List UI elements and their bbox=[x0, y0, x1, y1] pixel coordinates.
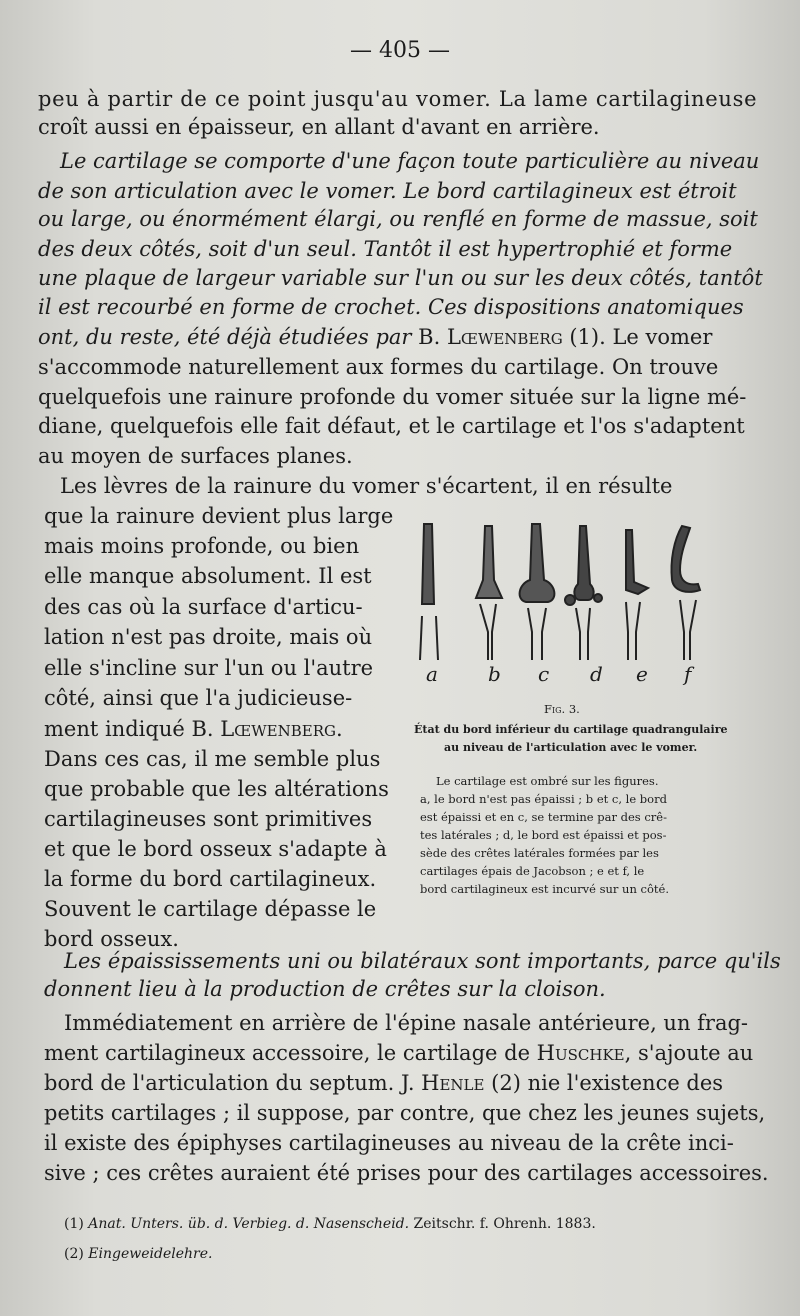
text-line: lation n'est pas droite, mais où bbox=[44, 625, 373, 649]
italic-line: des deux côtés, soit d'un seul. Tantôt il est hypertrophié et forme bbox=[38, 237, 733, 261]
figure-caption-line: bord cartilagineux est incurvé sur un côté. bbox=[420, 882, 669, 896]
figure-f-drawing bbox=[671, 526, 700, 660]
text-line: s'accommode naturellement aux formes du cartilage. On trouve bbox=[38, 355, 719, 379]
text-line: Les lèvres de la rainure du vomer s'écartent, il en résulte bbox=[60, 474, 673, 498]
figure-e-drawing bbox=[626, 530, 648, 660]
author-name: Huschke bbox=[536, 1041, 625, 1065]
text-fragment: , s'ajoute au bbox=[624, 1041, 754, 1065]
text-line: elle manque absolument. Il est bbox=[44, 564, 372, 588]
italic-fragment: ont, du reste, été déjà étudiées par bbox=[38, 325, 412, 349]
italic-line: ou large, ou énormément élargi, ou renflé en forme de massue, soit bbox=[38, 207, 758, 231]
figure-label-a: a bbox=[426, 662, 438, 686]
footnote-1 bbox=[64, 1216, 596, 1232]
text-line: petits cartilages ; il suppose, par contre, que chez les jeunes sujets, bbox=[44, 1101, 766, 1125]
italic-line: Le cartilage se comporte d'une façon toute particulière au niveau bbox=[60, 149, 760, 173]
text-line: des cas où la surface d'articu- bbox=[44, 595, 363, 619]
text-line: Immédiatement en arrière de l'épine nasale antérieure, un frag- bbox=[64, 1011, 749, 1035]
italic-line: donnent lieu à la production de crêtes sur la cloison. bbox=[44, 977, 606, 1001]
text-line: croît aussi en épaisseur, en allant d'avant en arrière. bbox=[38, 115, 600, 139]
cartilage-figure bbox=[408, 520, 718, 670]
figure-a-drawing bbox=[420, 524, 438, 660]
figure-label-d: d bbox=[590, 662, 603, 686]
text-fragment: bord de l'articulation du septum. J. bbox=[44, 1071, 422, 1095]
text-line: et que le bord osseux s'adapte à bbox=[44, 837, 387, 861]
figure-label-e: e bbox=[636, 662, 648, 686]
text-fragment: ment cartilagineux accessoire, le cartilage de bbox=[44, 1041, 537, 1065]
footnote-2 bbox=[64, 1246, 212, 1262]
text-line: que probable que les altérations bbox=[44, 777, 389, 801]
text-line: il existe des épiphyses cartilagineuses au niveau de la crête inci- bbox=[44, 1131, 734, 1155]
text-line: quelquefois une rainure profonde du vomer située sur la ligne mé- bbox=[38, 385, 747, 409]
text-line: sive ; ces crêtes auraient été prises pour des cartilages accessoires. bbox=[44, 1161, 769, 1185]
text-line: côté, ainsi que l'a judicieuse- bbox=[44, 686, 353, 710]
text-line bbox=[44, 1070, 723, 1096]
author-name: B. Lœwenberg bbox=[418, 325, 563, 349]
figure-c-drawing bbox=[520, 524, 555, 660]
author-name: Henle bbox=[421, 1071, 485, 1095]
figure-b-drawing bbox=[476, 526, 502, 660]
figure-caption-line: sède des crêtes latérales formées par les bbox=[420, 846, 659, 860]
author-name: B. Lœwenberg. bbox=[191, 717, 343, 741]
text-line: elle s'incline sur l'un ou l'autre bbox=[44, 656, 374, 680]
figure-label-b: b bbox=[488, 662, 501, 686]
figure-label-c: c bbox=[538, 662, 550, 686]
text-line bbox=[38, 324, 712, 350]
italic-line: Les épaississements uni ou bilatéraux sont importants, parce qu'ils bbox=[64, 949, 781, 973]
text-line bbox=[44, 716, 343, 742]
figure-caption-line: tes latérales ; d, le bord est épaissi et pos- bbox=[420, 828, 667, 842]
text-line bbox=[44, 1040, 753, 1066]
figure-caption-line: est épaissi et en c, se termine par des crê- bbox=[420, 810, 667, 824]
text-line: Dans ces cas, il me semble plus bbox=[44, 747, 381, 771]
figure-caption-line: Le cartilage est ombré sur les figures. bbox=[436, 774, 659, 788]
italic-line: il est recourbé en forme de crochet. Ces dispositions anatomiques bbox=[38, 295, 744, 319]
page-number: — 405 — bbox=[350, 38, 450, 63]
text-fragment: ment indiqué bbox=[44, 717, 192, 741]
figure-title: au niveau de l'articulation avec le vomer. bbox=[444, 741, 698, 754]
text-line: Souvent le cartilage dépasse le bbox=[44, 897, 377, 921]
text-line: au moyen de surfaces planes. bbox=[38, 444, 353, 468]
text-line: que la rainure devient plus large bbox=[44, 504, 394, 528]
footnote-mark: (1) bbox=[64, 1216, 84, 1232]
footnote-text: Zeitschr. f. Ohrenh. 1883. bbox=[409, 1216, 596, 1232]
text-line: cartilagineuses sont primitives bbox=[44, 807, 373, 831]
figure-caption-line: a, le bord n'est pas épaissi ; b et c, le bord bbox=[420, 792, 667, 806]
italic-line: de son articulation avec le vomer. Le bord cartilagineux est étroit bbox=[38, 179, 737, 203]
figure-d-drawing bbox=[565, 526, 602, 660]
text-fragment: (2) nie l'existence des bbox=[484, 1071, 724, 1095]
text-line: mais moins profonde, ou bien bbox=[44, 534, 360, 558]
figure-title: État du bord inférieur du cartilage quadrangulaire bbox=[414, 723, 728, 736]
text-line: la forme du bord cartilagineux. bbox=[44, 867, 377, 891]
footnote-mark: (2) bbox=[64, 1246, 84, 1262]
figure-label-f: f bbox=[684, 662, 692, 686]
footnote-ref: (1). Le vomer bbox=[562, 325, 713, 349]
footnote-title: Eingeweidelehre. bbox=[88, 1246, 213, 1262]
italic-line: une plaque de largeur variable sur l'un ou sur les deux côtés, tantôt bbox=[38, 266, 763, 290]
text-line: peu à partir de ce point jusqu'au vomer. La lame cartilagineuse bbox=[38, 87, 758, 111]
figure-number: Fig. 3. bbox=[544, 702, 580, 716]
text-line: diane, quelquefois elle fait défaut, et le cartilage et l'os s'adaptent bbox=[38, 414, 745, 438]
text-line: bord osseux. bbox=[44, 927, 179, 951]
footnote-title: Anat. Unters. üb. d. Verbieg. d. Nasenscheid. bbox=[88, 1216, 410, 1232]
figure-caption-line: cartilages épais de Jacobson ; e et f, le bbox=[420, 864, 645, 878]
